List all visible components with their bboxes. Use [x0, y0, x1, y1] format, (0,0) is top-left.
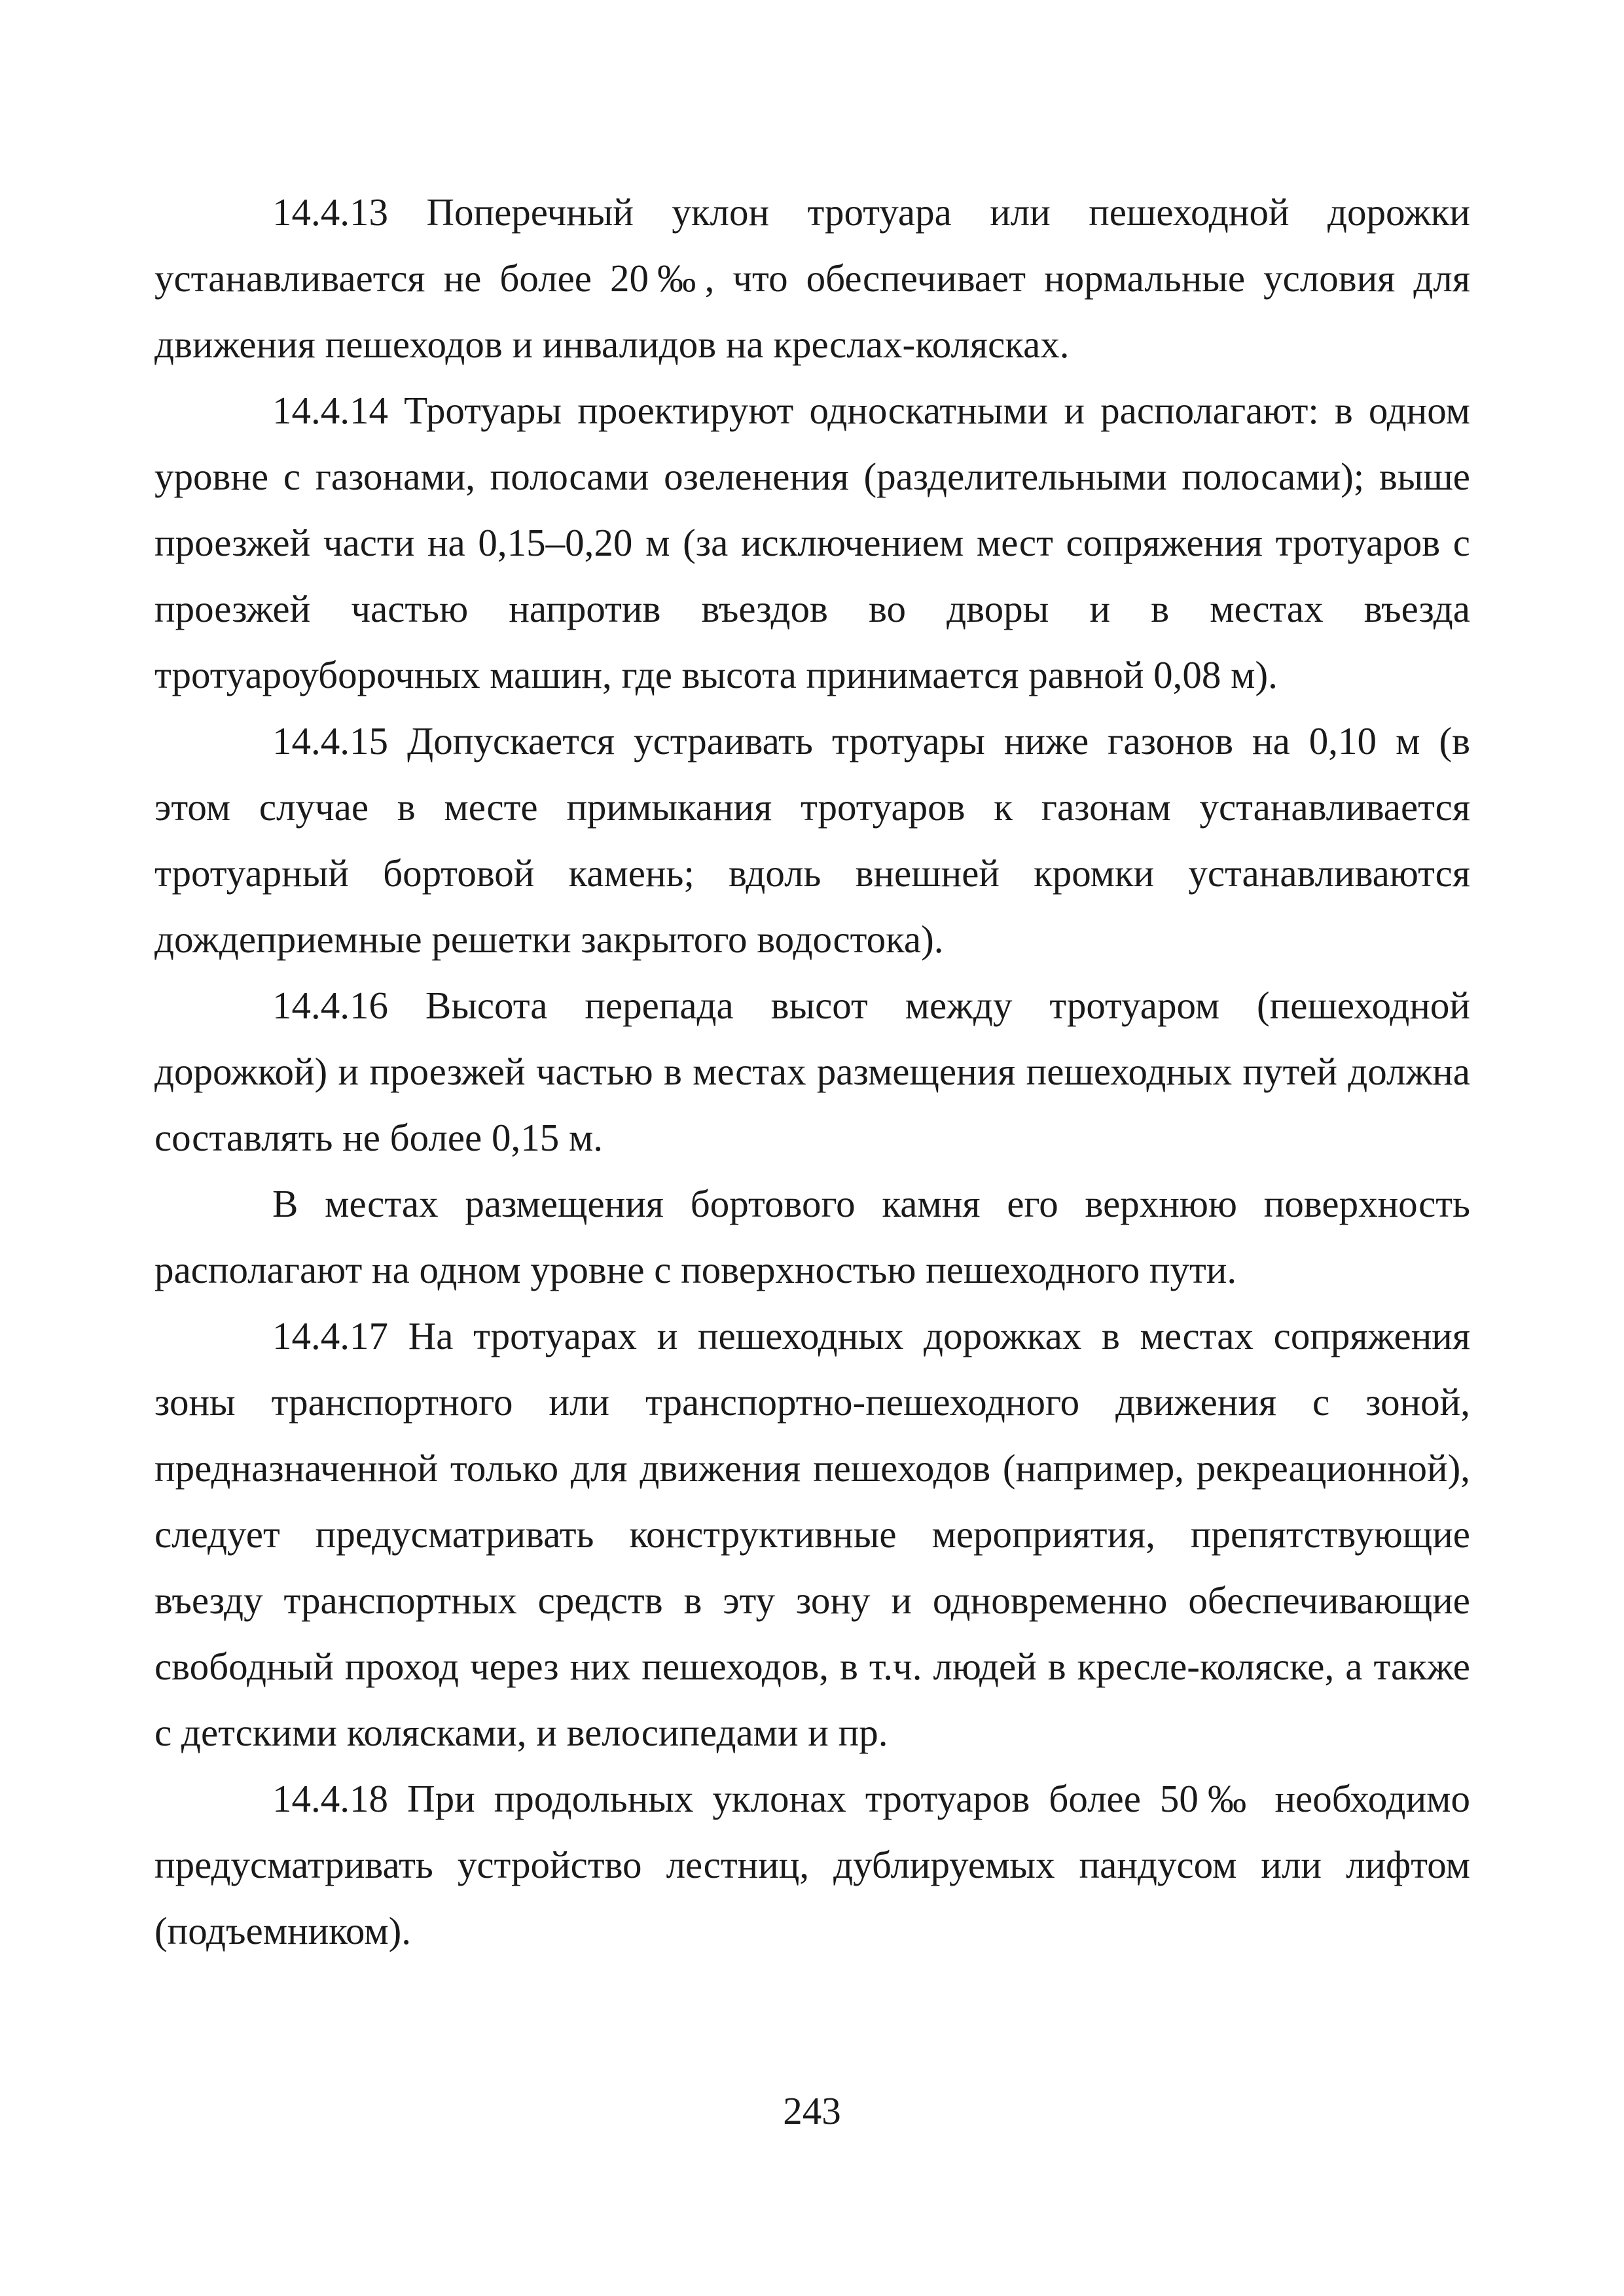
paragraph-14-4-15: 14.4.15 Допускается устраивать тротуары ниже газонов на 0,10 м (в этом случае в месте примыкания тротуаров к газонам устанавливается тротуарный бортовой камень; вдоль внешней кромки устанавливаются дождеприемные решетки закрытого водостока).	[154, 719, 1470, 961]
paragraph-14-4-13: 14.4.13 Поперечный уклон тротуара или пешеходной дорожки устанавливается не более 20‰, что обеспечивает нормальные условия для движения пешеходов и инвалидов на креслах-колясках.	[154, 190, 1470, 366]
paragraph-14-4-17: 14.4.17 На тротуарах и пешеходных дорожках в местах сопряжения зоны транспортного или транспортно-пешеходного движения с зоной, предназначенной только для движения пешеходов (например, рекреационной), следует предусматривать конструктивные мероприятия, препятствующие въезду транспортных средств в эту зону и одновременно обеспечивающие свободный проход через них пешеходов, в т.ч. людей в кресле-коляске, а также с детскими колясками, и велосипедами и пр.	[154, 1314, 1470, 1754]
paragraph-14-4-14: 14.4.14 Тротуары проектируют односкатными и располагают: в одном уровне с газонами, полосами озеленения (разделительными полосами); выше проезжей части на 0,15–0,20 м (за исключением мест сопряжения тротуаров с проезжей частью напротив въездов во дворы и в местах въезда тротуароуборочных машин, где высота принимается равной 0,08 м).	[154, 389, 1470, 696]
paragraph-14-4-16: 14.4.16 Высота перепада высот между тротуаром (пешеходной дорожкой) и проезжей частью в местах размещения пешеходных путей должна составлять не более 0,15 м.	[154, 984, 1470, 1159]
paragraph-14-4-18: 14.4.18 При продольных уклонах тротуаров более 50‰ необходимо предусматривать устройство лестниц, дублируемых пандусом или лифтом (подъемником).	[154, 1777, 1470, 1952]
page-body	[154, 179, 1470, 1964]
paragraph-curb-stone: В местах размещения бортового камня его верхнюю поверхность располагают на одном уровне с поверхностью пешеходного пути.	[154, 1182, 1470, 1291]
page-number: 243	[783, 2089, 841, 2132]
